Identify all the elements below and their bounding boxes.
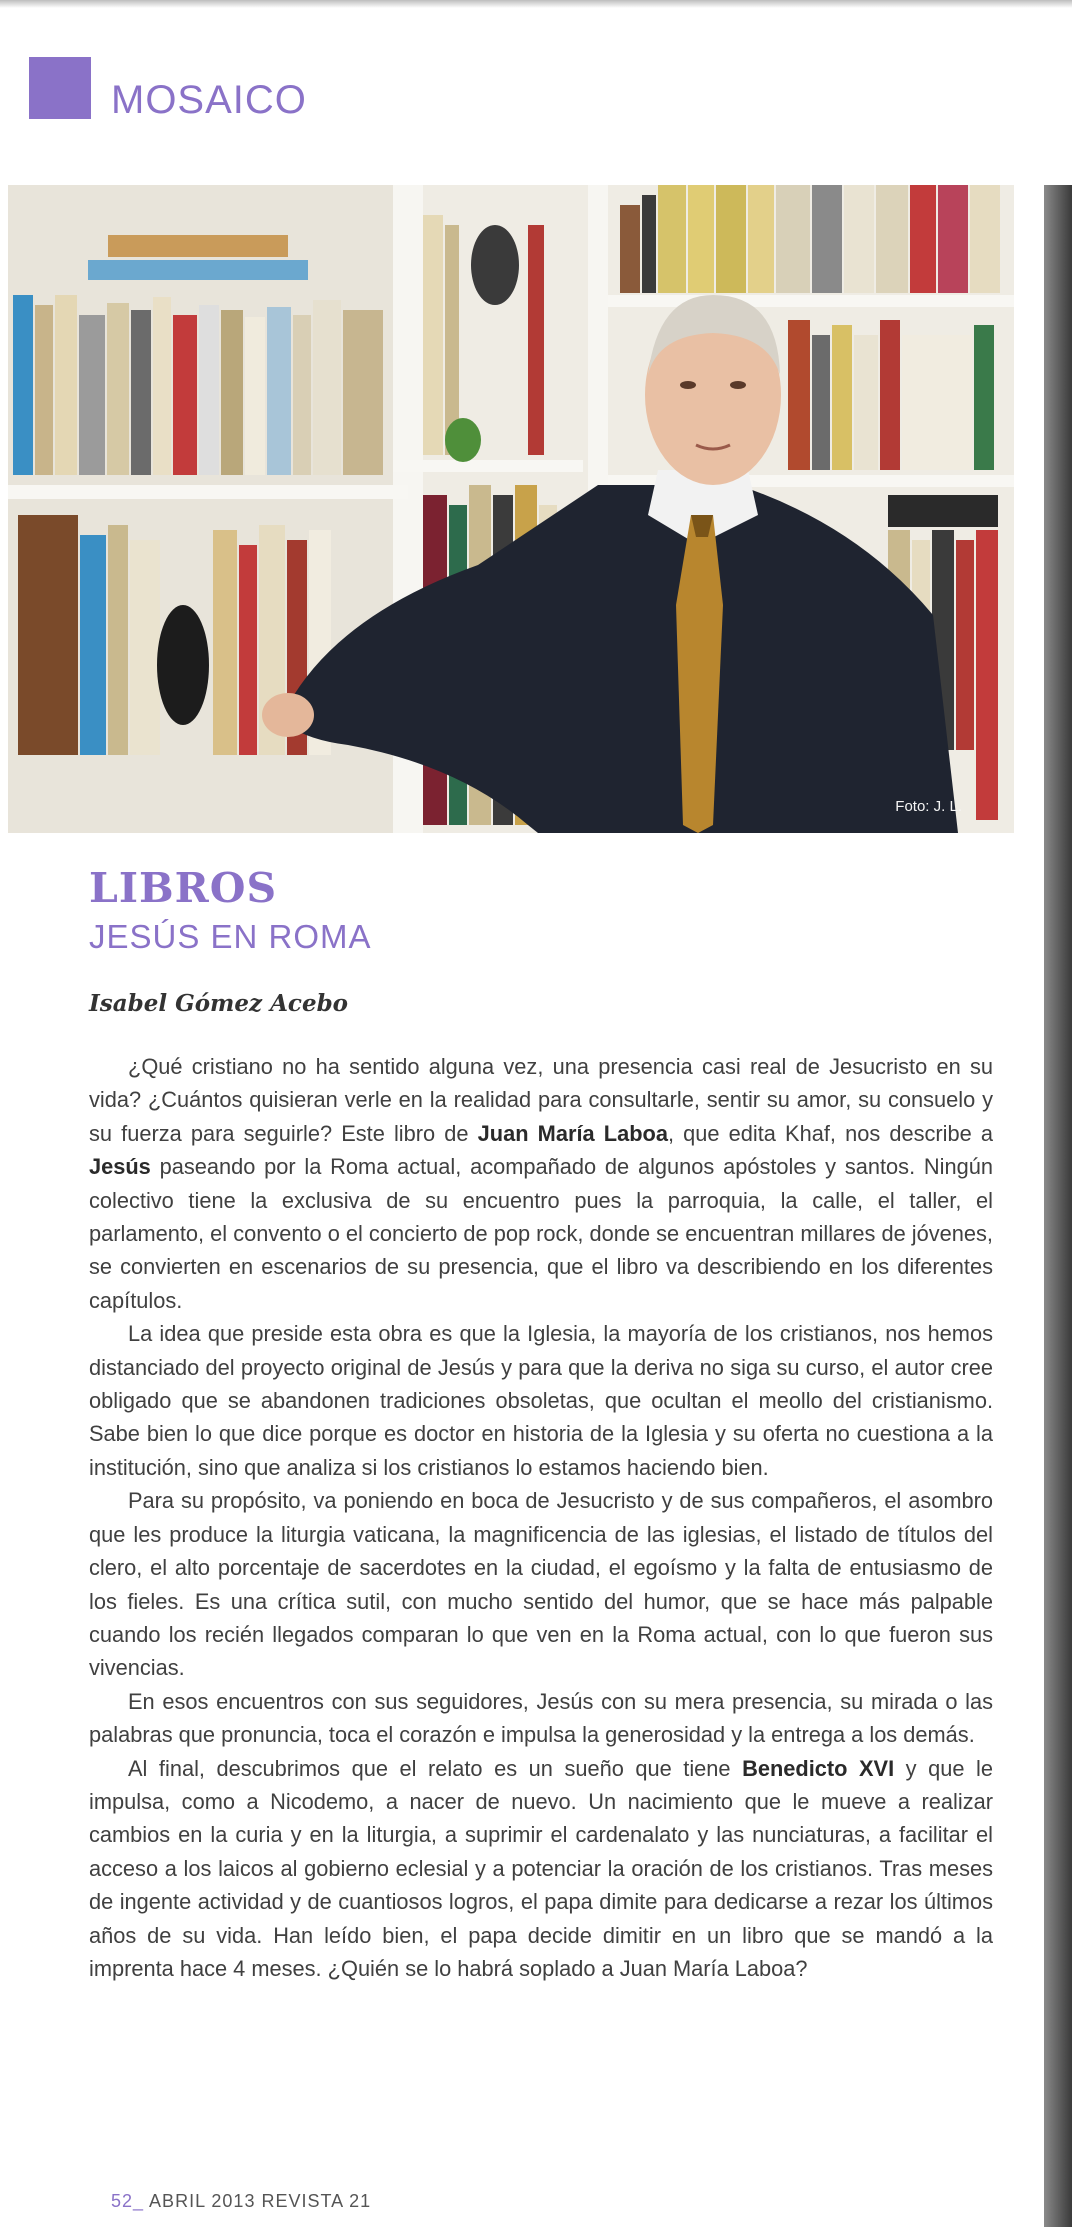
article-author: Isabel Gómez Acebo — [89, 990, 348, 1017]
section-label: MOSAICO — [111, 78, 307, 122]
page-top-edge — [0, 0, 1072, 8]
article-kicker: LIBROS — [89, 864, 278, 912]
page-folio: 52_ ABRIL 2013 REVISTA 21 — [111, 2191, 372, 2211]
bold-jesus: Jesús — [89, 1154, 151, 1180]
paragraph-3: Para su propósito, va poniendo en boca de Jesucristo y de sus compañeros, el asombro que les produce la liturgia vaticana, la magnificencia de las iglesias, el listado de títulos del clero, el alto porcentaje de sacerdotes en la ciudad, el egoísmo y la falta de entusiasmo de los fieles. Es una crítica sutil, con mucho sentido del humor, que se hace más palpable cuando los recién llegados comparan lo que ven en la Roma actual, con lo que fueron sus vivencias. — [89, 1488, 993, 1681]
section-color-block — [29, 57, 91, 119]
author-portrait-photo — [8, 185, 1014, 833]
photo-credit: Foto: J. L. — [895, 798, 962, 815]
article-body — [89, 1050, 993, 1985]
paragraph-4: En esos encuentros con sus seguidores, Jesús con su mera presencia, su mirada o las palabras que pronuncia, toca el corazón e impulsa la generosidad y la entrega a los demás. — [89, 1688, 993, 1748]
paragraph-1: ¿Qué cristiano no ha sentido alguna vez, una presencia casi real de Jesucristo en su vida? ¿Cuántos quisieran verle en la realidad para consultarle, sentir su amor, su consuelo y su fuerza para seguirle? Este libro de Juan María Laboa, que edita Khaf, nos describe a Jesús paseando por la Roma actual, acompañado de algunos apóstoles y santos. Ningún colectivo tiene la exclusiva de su encuentro pues la parroquia, la calle, el taller, el parlamento, el convento o el concierto de pop rock, donde se encuentran millares de jóvenes, se convierten en escenarios de su presencia, que el libro va describiendo en los diferentes capítulos. — [89, 1054, 993, 1313]
bold-author-name: Juan María Laboa — [477, 1120, 668, 1146]
article-headline: JESÚS EN ROMA — [89, 918, 372, 955]
paragraph-2: La idea que preside esta obra es que la Iglesia, la mayoría de los cristianos, nos hemos distanciado del proyecto original de Jesús y para que la deriva no siga su curso, el autor cree obligado que se abandonen tradiciones obsoletas, que ocultan el meollo del cristianismo. Sabe bien lo que dice porque es doctor en historia de la Iglesia y su oferta no cuestiona a la institución, sino que analiza si los cristianos lo estamos haciendo bien. — [89, 1321, 993, 1480]
bookshelf-portrait-illustration — [8, 185, 1014, 833]
bold-benedicto: Benedicto XVI — [742, 1755, 895, 1781]
issue-info: ABRIL 2013 REVISTA 21 — [144, 2191, 372, 2211]
page-number: 52 — [111, 2191, 134, 2211]
page-binding-edge — [1044, 185, 1072, 2227]
paragraph-5: Al final, descubrimos que el relato es un sueño que tiene Benedicto XVI y que le impulsa, como a Nicodemo, a nacer de nuevo. Un nacimiento que le mueve a realizar cambios en la curia y en la liturgia, a suprimir el cardenalato y las nunciaturas, a facilitar el acceso a los laicos al gobierno eclesial y a potenciar la oración de los cristianos. Tras meses de ingente actividad y de cuantiosos logros, el papa dimite para dedicarse a rezar los últimos años de su vida. Han leído bien, el papa decide dimitir en un libro que se mandó a la imprenta hace 4 meses. ¿Quién se lo habrá soplado a Juan María Laboa? — [89, 1755, 993, 1981]
